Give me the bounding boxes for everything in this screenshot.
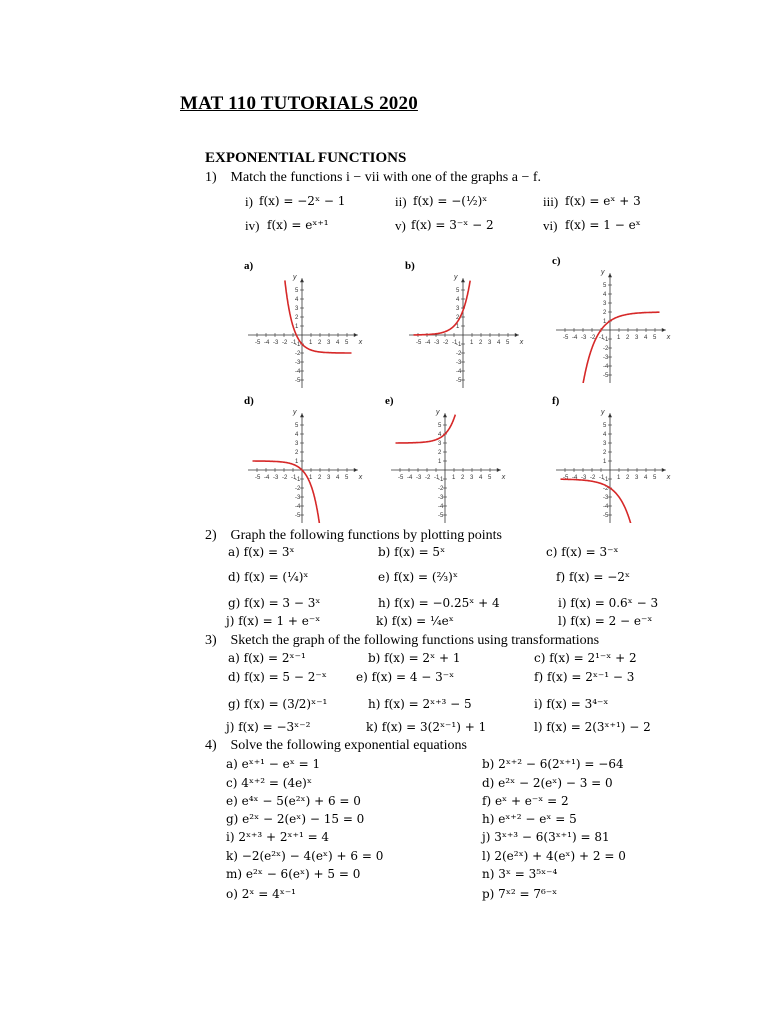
x-tick-label: 1 bbox=[309, 340, 313, 346]
question-number: 2) bbox=[205, 528, 217, 543]
y-tick-label: 5 bbox=[295, 288, 299, 294]
x-tick-label: 2 bbox=[479, 340, 483, 346]
y-tick-label: 5 bbox=[438, 423, 442, 429]
q4-item: e) e⁴ˣ − 5(e²ˣ) + 6 = 0 bbox=[226, 794, 361, 808]
x-tick-label: -3 bbox=[581, 475, 587, 481]
function-expr: f(x) = −2ˣ − 1 bbox=[259, 194, 346, 208]
q4-item: c) 4ˣ⁺² = (4e)ˣ bbox=[226, 776, 312, 790]
graph-b bbox=[393, 258, 533, 393]
graph-label: f) bbox=[552, 395, 560, 407]
y-tick-label: 3 bbox=[456, 306, 460, 312]
y-tick-label: 4 bbox=[603, 292, 607, 298]
function-label: vi) bbox=[543, 218, 558, 233]
y-tick-label: 3 bbox=[295, 306, 299, 312]
y-axis-arrow bbox=[300, 278, 304, 282]
x-tick-label: -5 bbox=[255, 475, 261, 481]
function-label: iii) bbox=[543, 194, 559, 209]
graph-d bbox=[232, 393, 372, 528]
x-tick-label: -1 bbox=[599, 475, 605, 481]
y-tick-label: -1 bbox=[295, 477, 301, 483]
y-axis-label: y bbox=[436, 409, 440, 417]
question-1 bbox=[205, 170, 541, 186]
y-tick-label: -4 bbox=[295, 504, 301, 510]
y-tick-label: -5 bbox=[295, 513, 301, 519]
x-tick-label: -3 bbox=[273, 340, 279, 346]
x-tick-label: 3 bbox=[327, 475, 331, 481]
y-tick-label: 1 bbox=[603, 319, 607, 325]
x-tick-label: -4 bbox=[572, 475, 578, 481]
x-axis-arrow bbox=[515, 333, 519, 337]
x-tick-label: 1 bbox=[452, 475, 456, 481]
y-tick-label: -3 bbox=[438, 495, 444, 501]
y-tick-label: -2 bbox=[603, 486, 609, 492]
y-tick-label: -3 bbox=[295, 360, 301, 366]
q2-item: c) f(x) = 3⁻ˣ bbox=[546, 545, 619, 559]
x-tick-label: 2 bbox=[318, 475, 322, 481]
x-tick-label: 2 bbox=[318, 340, 322, 346]
x-tick-label: 4 bbox=[644, 475, 648, 481]
x-tick-label: 1 bbox=[470, 340, 474, 346]
q3-item: i) f(x) = 3⁴⁻ˣ bbox=[534, 697, 609, 711]
x-tick-label: -2 bbox=[443, 340, 449, 346]
section-heading: EXPONENTIAL FUNCTIONS bbox=[205, 150, 407, 166]
y-axis-arrow bbox=[608, 413, 612, 417]
y-axis-label: y bbox=[601, 269, 605, 277]
q3-item: c) f(x) = 2¹⁻ˣ + 2 bbox=[534, 651, 637, 665]
x-tick-label: 5 bbox=[345, 475, 349, 481]
y-tick-label: -1 bbox=[603, 337, 609, 343]
x-tick-label: -4 bbox=[572, 335, 578, 341]
q3-item: l) f(x) = 2(3ˣ⁺¹) − 2 bbox=[534, 720, 651, 734]
y-tick-label: 2 bbox=[295, 450, 299, 456]
x-tick-label: -2 bbox=[282, 340, 288, 346]
q3-item: j) f(x) = −3ˣ⁻² bbox=[226, 720, 311, 734]
function-expr: f(x) = eˣ + 3 bbox=[565, 194, 641, 208]
graph-label: d) bbox=[244, 395, 254, 407]
y-axis-arrow bbox=[300, 413, 304, 417]
question-number: 3) bbox=[205, 633, 217, 648]
x-tick-label: -1 bbox=[291, 340, 297, 346]
y-tick-label: -4 bbox=[438, 504, 444, 510]
y-tick-label: 4 bbox=[456, 297, 460, 303]
y-tick-label: 5 bbox=[603, 283, 607, 289]
q4-item: k) −2(e²ˣ) − 4(eˣ) + 6 = 0 bbox=[226, 849, 384, 863]
y-tick-label: -1 bbox=[438, 477, 444, 483]
y-tick-label: 1 bbox=[295, 324, 299, 330]
q4-item: g) e²ˣ − 2(eˣ) − 15 = 0 bbox=[226, 812, 365, 826]
y-tick-label: -4 bbox=[603, 364, 609, 370]
q2-item: k) f(x) = ¼eˣ bbox=[376, 614, 454, 628]
x-tick-label: -1 bbox=[291, 475, 297, 481]
y-tick-label: -2 bbox=[603, 346, 609, 352]
question-number: 1) bbox=[205, 170, 217, 185]
y-tick-label: 2 bbox=[603, 310, 607, 316]
y-tick-label: 2 bbox=[438, 450, 442, 456]
x-tick-label: 5 bbox=[653, 335, 657, 341]
y-tick-label: -5 bbox=[295, 378, 301, 384]
function-expr: f(x) = 3⁻ˣ − 2 bbox=[411, 218, 494, 232]
q4-item: m) e²ˣ − 6(eˣ) + 5 = 0 bbox=[226, 867, 361, 881]
x-tick-label: 4 bbox=[497, 340, 501, 346]
x-tick-label: -3 bbox=[416, 475, 422, 481]
y-tick-label: 3 bbox=[438, 441, 442, 447]
y-tick-label: -3 bbox=[295, 495, 301, 501]
y-tick-label: 1 bbox=[295, 459, 299, 465]
graph-a-plot bbox=[232, 258, 372, 388]
y-tick-label: -3 bbox=[603, 495, 609, 501]
y-tick-label: 3 bbox=[603, 441, 607, 447]
x-tick-label: -2 bbox=[590, 335, 596, 341]
x-tick-label: -5 bbox=[398, 475, 404, 481]
x-axis-label: x bbox=[666, 334, 671, 341]
question-2 bbox=[205, 528, 502, 544]
x-tick-label: 3 bbox=[470, 475, 474, 481]
x-axis-arrow bbox=[662, 468, 666, 472]
q2-item: j) f(x) = 1 + e⁻ˣ bbox=[226, 614, 321, 628]
y-tick-label: -2 bbox=[438, 486, 444, 492]
x-tick-label: -5 bbox=[563, 335, 569, 341]
graph-b-plot bbox=[393, 258, 533, 388]
question-text: Match the functions i − vii with one of the graphs a − f. bbox=[230, 170, 542, 185]
y-tick-label: -4 bbox=[603, 504, 609, 510]
x-tick-label: 4 bbox=[336, 340, 340, 346]
question-3 bbox=[205, 633, 599, 649]
x-tick-label: -5 bbox=[255, 340, 261, 346]
x-tick-label: 1 bbox=[309, 475, 313, 481]
function-label: ii) bbox=[395, 194, 407, 209]
x-tick-label: -4 bbox=[264, 340, 270, 346]
y-tick-label: 3 bbox=[295, 441, 299, 447]
graph-label: e) bbox=[385, 395, 394, 407]
q3-item: g) f(x) = (3/2)ˣ⁻¹ bbox=[228, 697, 328, 711]
x-tick-label: 3 bbox=[635, 335, 639, 341]
question-text: Graph the following functions by plotting points bbox=[230, 528, 502, 543]
q3-item: k) f(x) = 3(2ˣ⁻¹) + 1 bbox=[366, 720, 487, 734]
y-tick-label: 4 bbox=[438, 432, 442, 438]
graph-label: b) bbox=[405, 260, 415, 272]
y-tick-label: 4 bbox=[603, 432, 607, 438]
y-axis-arrow bbox=[443, 413, 447, 417]
y-tick-label: -4 bbox=[456, 369, 462, 375]
graph-label: a) bbox=[244, 260, 254, 272]
y-tick-label: -5 bbox=[456, 378, 462, 384]
q3-item: h) f(x) = 2ˣ⁺³ − 5 bbox=[368, 697, 472, 711]
y-tick-label: 2 bbox=[603, 450, 607, 456]
graph-c-plot bbox=[540, 253, 680, 383]
x-tick-label: 3 bbox=[488, 340, 492, 346]
y-axis-label: y bbox=[293, 409, 297, 417]
y-tick-label: -3 bbox=[603, 355, 609, 361]
x-tick-label: -3 bbox=[273, 475, 279, 481]
x-tick-label: 4 bbox=[336, 475, 340, 481]
y-tick-label: -5 bbox=[603, 513, 609, 519]
x-tick-label: -2 bbox=[425, 475, 431, 481]
x-tick-label: -1 bbox=[452, 340, 458, 346]
q4-item: a) eˣ⁺¹ − eˣ = 1 bbox=[226, 757, 321, 771]
x-tick-label: -1 bbox=[434, 475, 440, 481]
y-axis-label: y bbox=[454, 274, 458, 282]
x-tick-label: -5 bbox=[563, 475, 569, 481]
y-tick-label: -5 bbox=[603, 373, 609, 379]
x-axis-label: x bbox=[358, 474, 363, 481]
y-tick-label: 1 bbox=[603, 459, 607, 465]
q2-item: g) f(x) = 3 − 3ˣ bbox=[228, 596, 321, 610]
y-tick-label: -2 bbox=[295, 486, 301, 492]
x-tick-label: -3 bbox=[434, 340, 440, 346]
function-curve bbox=[396, 415, 456, 443]
graph-a bbox=[232, 258, 372, 393]
question-4 bbox=[205, 738, 467, 754]
y-axis-arrow bbox=[608, 273, 612, 277]
function-label: v) bbox=[395, 218, 406, 233]
x-tick-label: -1 bbox=[599, 335, 605, 341]
x-axis-arrow bbox=[354, 333, 358, 337]
question-text: Solve the following exponential equations bbox=[230, 738, 467, 753]
graph-c bbox=[540, 253, 680, 388]
x-tick-label: -4 bbox=[425, 340, 431, 346]
function-curve bbox=[583, 312, 660, 383]
q4-item: n) 3ˣ = 3⁵ˣ⁻⁴ bbox=[482, 867, 558, 881]
q4-item: f) eˣ + e⁻ˣ = 2 bbox=[482, 794, 569, 808]
q2-item: a) f(x) = 3ˣ bbox=[228, 545, 295, 559]
q3-item: d) f(x) = 5 − 2⁻ˣ bbox=[228, 670, 327, 684]
q2-item: l) f(x) = 2 − e⁻ˣ bbox=[558, 614, 653, 628]
x-tick-label: 5 bbox=[506, 340, 510, 346]
graph-f-plot bbox=[540, 393, 680, 523]
y-tick-label: 5 bbox=[295, 423, 299, 429]
q2-item: i) f(x) = 0.6ˣ − 3 bbox=[558, 596, 659, 610]
function-label: iv) bbox=[245, 218, 260, 233]
x-tick-label: 4 bbox=[479, 475, 483, 481]
x-axis-arrow bbox=[662, 328, 666, 332]
question-text: Sketch the graph of the following functions using transformations bbox=[230, 633, 600, 648]
y-tick-label: 1 bbox=[438, 459, 442, 465]
y-tick-label: 2 bbox=[295, 315, 299, 321]
q4-item: b) 2ˣ⁺² − 6(2ˣ⁺¹) = −64 bbox=[482, 757, 624, 771]
y-tick-label: -5 bbox=[438, 513, 444, 519]
x-tick-label: -3 bbox=[581, 335, 587, 341]
x-axis-label: x bbox=[358, 339, 363, 346]
x-axis-arrow bbox=[497, 468, 501, 472]
y-axis-label: y bbox=[601, 409, 605, 417]
y-tick-label: -4 bbox=[295, 369, 301, 375]
x-tick-label: -2 bbox=[282, 475, 288, 481]
y-tick-label: -1 bbox=[456, 342, 462, 348]
graph-e-plot bbox=[375, 393, 515, 523]
q2-item: h) f(x) = −0.25ˣ + 4 bbox=[378, 596, 500, 610]
y-tick-label: 5 bbox=[456, 288, 460, 294]
q3-item: b) f(x) = 2ˣ + 1 bbox=[368, 651, 461, 665]
q4-item: l) 2(e²ˣ) + 4(eˣ) + 2 = 0 bbox=[482, 849, 626, 863]
x-tick-label: 1 bbox=[617, 335, 621, 341]
x-tick-label: 5 bbox=[653, 475, 657, 481]
q2-item: d) f(x) = (¼)ˣ bbox=[228, 570, 309, 584]
function-expr: f(x) = 1 − eˣ bbox=[565, 218, 641, 232]
y-tick-label: -2 bbox=[295, 351, 301, 357]
function-expr: f(x) = −(½)ˣ bbox=[413, 194, 488, 208]
question-number: 4) bbox=[205, 738, 217, 753]
x-axis-label: x bbox=[666, 474, 671, 481]
function-curve bbox=[561, 479, 632, 523]
q4-item: p) 7ˣ² = 7⁶⁻ˣ bbox=[482, 887, 558, 901]
x-tick-label: 2 bbox=[626, 475, 630, 481]
q2-item: f) f(x) = −2ˣ bbox=[556, 570, 630, 584]
y-axis-label: y bbox=[293, 274, 297, 282]
y-axis-arrow bbox=[461, 278, 465, 282]
x-tick-label: 5 bbox=[345, 340, 349, 346]
x-tick-label: 2 bbox=[461, 475, 465, 481]
q4-item: j) 3ˣ⁺³ − 6(3ˣ⁺¹) = 81 bbox=[482, 830, 610, 844]
q4-item: h) eˣ⁺² − eˣ = 5 bbox=[482, 812, 577, 826]
x-axis-label: x bbox=[501, 474, 506, 481]
x-tick-label: -4 bbox=[264, 475, 270, 481]
graph-e bbox=[375, 393, 515, 528]
x-tick-label: 5 bbox=[488, 475, 492, 481]
x-tick-label: 3 bbox=[635, 475, 639, 481]
graph-d-plot bbox=[232, 393, 372, 523]
x-tick-label: -2 bbox=[590, 475, 596, 481]
y-tick-label: 4 bbox=[295, 297, 299, 303]
q4-item: i) 2ˣ⁺³ + 2ˣ⁺¹ = 4 bbox=[226, 830, 330, 844]
graph-f bbox=[540, 393, 680, 528]
y-tick-label: 1 bbox=[456, 324, 460, 330]
x-tick-label: -5 bbox=[416, 340, 422, 346]
x-tick-label: -4 bbox=[407, 475, 413, 481]
q4-item: d) e²ˣ − 2(eˣ) − 3 = 0 bbox=[482, 776, 613, 790]
y-tick-label: 2 bbox=[456, 315, 460, 321]
y-tick-label: -1 bbox=[295, 342, 301, 348]
y-tick-label: -2 bbox=[456, 351, 462, 357]
q2-item: e) f(x) = (⅔)ˣ bbox=[378, 570, 458, 584]
q3-item: f) f(x) = 2ˣ⁻¹ − 3 bbox=[534, 670, 635, 684]
x-tick-label: 1 bbox=[617, 475, 621, 481]
q3-item: a) f(x) = 2ˣ⁻¹ bbox=[228, 651, 306, 665]
q3-item: e) f(x) = 4 − 3⁻ˣ bbox=[356, 670, 455, 684]
x-tick-label: 4 bbox=[644, 335, 648, 341]
page-title: MAT 110 TUTORIALS 2020 bbox=[180, 93, 418, 114]
q4-item: o) 2ˣ = 4ˣ⁻¹ bbox=[226, 887, 296, 901]
y-tick-label: 5 bbox=[603, 423, 607, 429]
function-label: i) bbox=[245, 194, 253, 209]
function-expr: f(x) = eˣ⁺¹ bbox=[267, 218, 329, 232]
x-tick-label: 2 bbox=[626, 335, 630, 341]
x-tick-label: 3 bbox=[327, 340, 331, 346]
y-tick-label: 4 bbox=[295, 432, 299, 438]
x-axis-label: x bbox=[519, 339, 524, 346]
x-axis-arrow bbox=[354, 468, 358, 472]
y-tick-label: -1 bbox=[603, 477, 609, 483]
q2-item: b) f(x) = 5ˣ bbox=[378, 545, 446, 559]
graph-label: c) bbox=[552, 255, 561, 267]
y-tick-label: 3 bbox=[603, 301, 607, 307]
y-tick-label: -3 bbox=[456, 360, 462, 366]
